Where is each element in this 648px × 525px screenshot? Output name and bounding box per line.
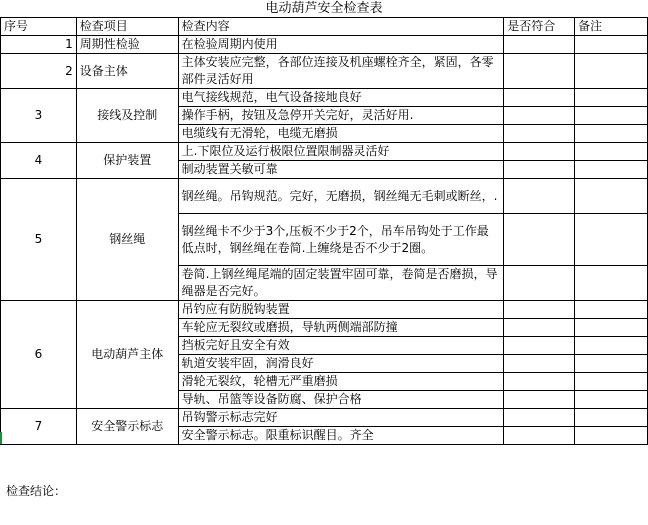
item-cell[interactable]: 周期性检验 [76, 36, 178, 54]
ok-cell[interactable] [504, 143, 575, 161]
seq-cell[interactable]: 7 [1, 409, 77, 445]
content-cell[interactable]: 制动装置关敏可靠 [178, 161, 504, 179]
item-cell[interactable]: 电动葫芦主体 [76, 301, 178, 409]
note-cell[interactable] [575, 427, 648, 445]
seq-cell[interactable]: 1 [1, 36, 77, 54]
ok-cell[interactable] [504, 409, 575, 427]
ok-cell[interactable] [504, 161, 575, 179]
note-cell[interactable] [575, 143, 648, 161]
ok-cell[interactable] [504, 107, 575, 125]
ok-cell[interactable] [504, 125, 575, 143]
note-cell[interactable] [575, 373, 648, 391]
note-cell[interactable] [575, 355, 648, 373]
ok-cell[interactable] [504, 214, 575, 266]
table-row [1, 36, 648, 54]
ok-cell[interactable] [504, 89, 575, 107]
note-cell[interactable] [575, 214, 648, 266]
header-item[interactable]: 检查项目 [76, 18, 178, 36]
content-cell[interactable]: 钢丝绳卡不少于3个,压板不少于2个，吊车吊钩处于工作最低点时，钢丝绳在卷简.上缠绕是否不少于2圈。 [178, 214, 504, 266]
item-cell[interactable]: 安全警示标志 [76, 409, 178, 445]
content-cell[interactable]: 安全警示标志。限重标识醒目。齐全 [178, 427, 504, 445]
ok-cell[interactable] [504, 36, 575, 54]
content-cell[interactable]: 轨道安装牢固，润滑良好 [178, 355, 504, 373]
content-cell[interactable]: 操作手柄，按钮及急停开关完好，灵活好用. [178, 107, 504, 125]
content-cell[interactable]: 在检验周期内使用 [178, 36, 504, 54]
note-cell[interactable] [575, 179, 648, 214]
cell-cursor-marker [0, 432, 2, 444]
header-ok[interactable]: 是否符合 [504, 18, 575, 36]
note-cell[interactable] [575, 125, 648, 143]
ok-cell[interactable] [504, 319, 575, 337]
ok-cell[interactable] [504, 54, 575, 89]
ok-cell[interactable] [504, 179, 575, 214]
table-row [1, 179, 648, 214]
ok-cell[interactable] [504, 355, 575, 373]
content-cell[interactable]: 主体安装应完整，各部位连接及机座螺栓齐全，紧固，各零部件灵活好用 [178, 54, 504, 89]
note-cell[interactable] [575, 36, 648, 54]
note-cell[interactable] [575, 266, 648, 301]
note-cell[interactable] [575, 319, 648, 337]
note-cell[interactable] [575, 54, 648, 89]
table-title: 电动葫芦安全检查表 [265, 1, 383, 16]
seq-cell[interactable]: 5 [1, 179, 77, 301]
content-cell[interactable]: 车轮应无裂纹或磨损，导轨两侧端部防撞 [178, 319, 504, 337]
header-seq[interactable]: 序号 [1, 18, 77, 36]
content-cell[interactable]: 卷简.上钢丝绳尾端的固定装置牢固可靠，卷简是否磨损，导绳器是否完好。 [178, 266, 504, 301]
header-content[interactable]: 检查内容 [178, 18, 504, 36]
note-cell[interactable] [575, 337, 648, 355]
content-cell[interactable]: 电气接线规范，电气设备接地良好 [178, 89, 504, 107]
note-cell[interactable] [575, 89, 648, 107]
seq-cell[interactable]: 3 [1, 89, 77, 143]
ok-cell[interactable] [504, 301, 575, 319]
table-row [1, 409, 648, 427]
content-cell[interactable]: 吊钩警示标志完好 [178, 409, 504, 427]
seq-cell[interactable]: 4 [1, 143, 77, 179]
header-note[interactable]: 备注 [575, 18, 648, 36]
item-cell[interactable]: 接线及控制 [76, 89, 178, 143]
item-cell[interactable]: 保护装置 [76, 143, 178, 179]
ok-cell[interactable] [504, 391, 575, 409]
content-cell[interactable]: 滑轮无裂纹，轮槽无严重磨损 [178, 373, 504, 391]
ok-cell[interactable] [504, 337, 575, 355]
table-row [1, 89, 648, 107]
content-cell[interactable]: 吊钓应有防脱钩装置 [178, 301, 504, 319]
ok-cell[interactable] [504, 373, 575, 391]
inspection-table [0, 17, 648, 445]
note-cell[interactable] [575, 161, 648, 179]
note-cell[interactable] [575, 301, 648, 319]
header-row [1, 18, 648, 36]
note-cell[interactable] [575, 107, 648, 125]
item-cell[interactable]: 钢丝绳 [76, 179, 178, 301]
content-cell[interactable]: 上.下限位及运行极限位置限制器灵活好 [178, 143, 504, 161]
note-cell[interactable] [575, 391, 648, 409]
seq-cell[interactable]: 2 [1, 54, 77, 89]
content-cell[interactable]: 导轨、吊篮等设备防腐、保护合格 [178, 391, 504, 409]
ok-cell[interactable] [504, 266, 575, 301]
content-cell[interactable]: 钢丝绳。吊钩规范。完好，无磨损，钢丝绳无毛刺或断丝，. [178, 179, 504, 214]
item-cell[interactable]: 设备主体 [76, 54, 178, 89]
table-row [1, 54, 648, 89]
table-row [1, 143, 648, 161]
table-row [1, 301, 648, 319]
content-cell[interactable]: 挡板完好且安全有效 [178, 337, 504, 355]
inspection-conclusion-label: 检查结论： [6, 484, 67, 498]
seq-cell[interactable]: 6 [1, 301, 77, 409]
ok-cell[interactable] [504, 427, 575, 445]
note-cell[interactable] [575, 409, 648, 427]
content-cell[interactable]: 电缆线有无滑轮，电缆无磨损 [178, 125, 504, 143]
